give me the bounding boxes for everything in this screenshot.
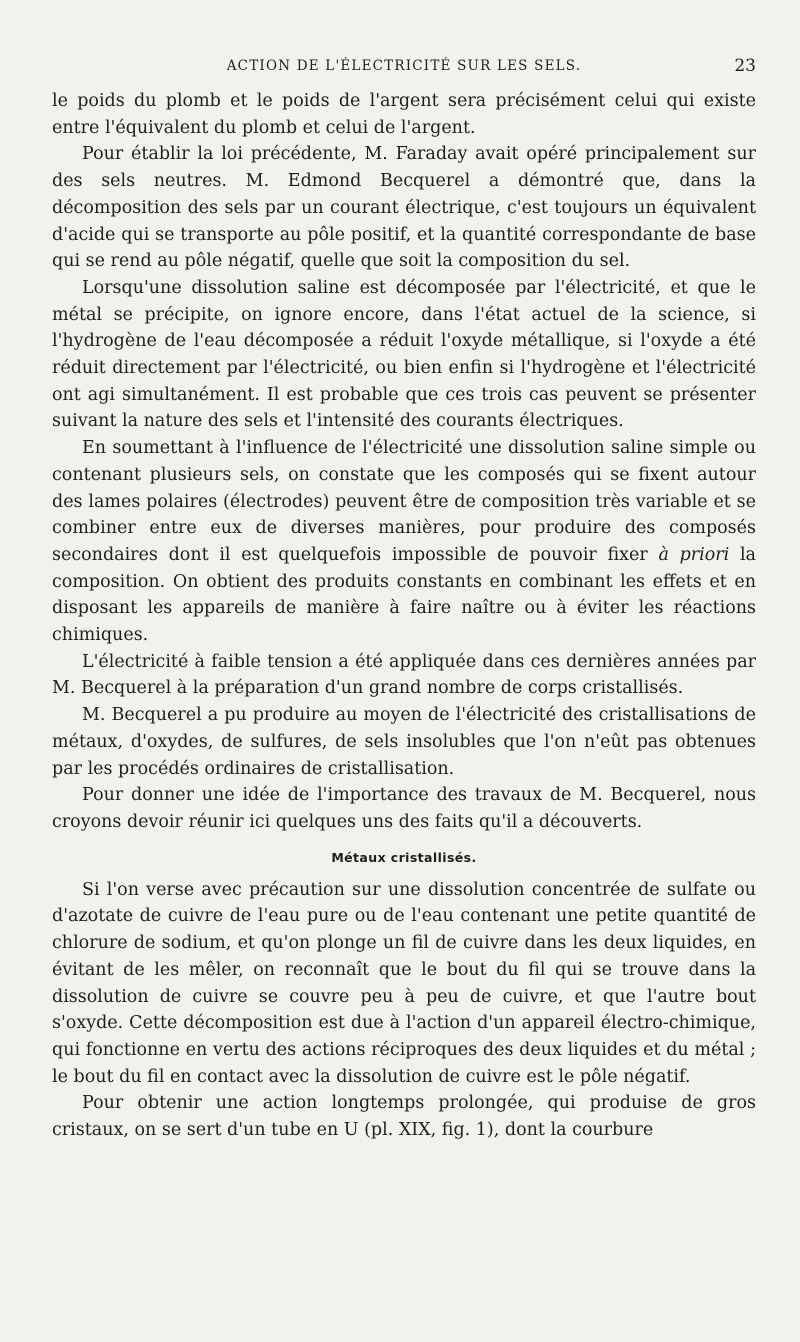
paragraph-3: Lorsqu'une dissolution saline est décomposée par l'électricité, et que le métal se précipite, on ignore encore, dans l'état actuel de la science, si l'hydrogène de l'eau décomposée a réduit l'oxyde métallique, si l'oxyde a été réduit directement par l'électricité, ou bien enfin si l'hydrogène et l'électricité ont agi simultanément. Il est probable que ces trois cas peuvent se présenter suivant la nature des sels et l'intensité des courants électriques. — [52, 277, 756, 432]
paragraph-4-start: En soumettant à l'influence de l'électricité une dissolution saline simple ou contenant plusieurs sels, on constate que les composés qui se fixent autour des lames polaires (électrodes) peuvent être de composition très variable et se combiner entre eux de diverses manières, pour produire des composés secondaires dont il est quelquefois impossible de pouvoir fixer — [52, 438, 756, 565]
running-title: ACTION DE L'ÉLECTRICITÉ SUR LES SELS. — [226, 58, 582, 74]
paragraph-2: Pour établir la loi précédente, M. Faraday avait opéré principalement sur des sels neutres. M. Edmond Becquerel a démontré que, dans la décomposition des sels par un courant électrique, c'est toujours un équivalent d'acide qui se transporte au pôle positif, et la quantité correspondante de base qui se rend au pôle négatif, quelle que soit la composition du sel. — [52, 144, 756, 272]
section-paragraph-1: Si l'on verse avec précaution sur une dissolution concentrée de sulfate ou d'azotate de cuivre de l'eau pure ou de l'eau contenant une petite quantité de chlorure de sodium, et qu'on plonge un fil de cuivre dans les deux liquides, en évitant de les mêler, on reconnaît que le bout du fil qui se trouve dans la dissolution de cuivre se couvre peu à peu de cuivre, et que l'autre bout s'oxyde. Cette décomposition est due à l'action d'un appareil électro-chimique, qui fonctionne en vertu des actions réciproques des deux liquides et du métal ; le bout du fil en contact avec la dissolution de cuivre est le pôle négatif. — [52, 879, 756, 1087]
body-text — [52, 88, 756, 1144]
paragraph-6: M. Becquerel a pu produire au moyen de l'électricité des cristallisations de métaux, d'oxydes, de sulfures, de sels insolubles que l'on n'eût pas obtenues par les procédés ordinaires de cristallisation. — [52, 705, 756, 779]
paragraph-7: Pour donner une idée de l'importance des travaux de M. Becquerel, nous croyons devoir réunir ici quelques uns des faits qu'il a découverts. — [52, 785, 756, 832]
paragraph-4 — [52, 435, 756, 649]
page-number: 23 — [734, 56, 756, 76]
italic-phrase: à priori — [658, 544, 730, 565]
section-heading: Métaux cristallisés. — [331, 849, 477, 865]
section-paragraph-2: Pour obtenir une action longtemps prolongée, qui produise de gros cristaux, on se sert d'un tube en U (pl. XIX, fig. 1), dont la courbure — [52, 1093, 756, 1141]
paragraph-1: le poids du plomb et le poids de l'argent sera précisément celui qui existe entre l'équivalent du plomb et celui de l'argent. — [52, 91, 756, 138]
paragraph-5: L'électricité à faible tension a été appliquée dans ces dernières années par M. Becquerel à la préparation d'un grand nombre de corps cristallisés. — [52, 651, 756, 699]
running-header — [52, 0, 756, 76]
paragraph-4-end: la composition. On obtient des produits constants en combinant les effets et en disposant les appareils de manière à faire naître ou à éviter les réactions chimiques. — [52, 544, 756, 646]
